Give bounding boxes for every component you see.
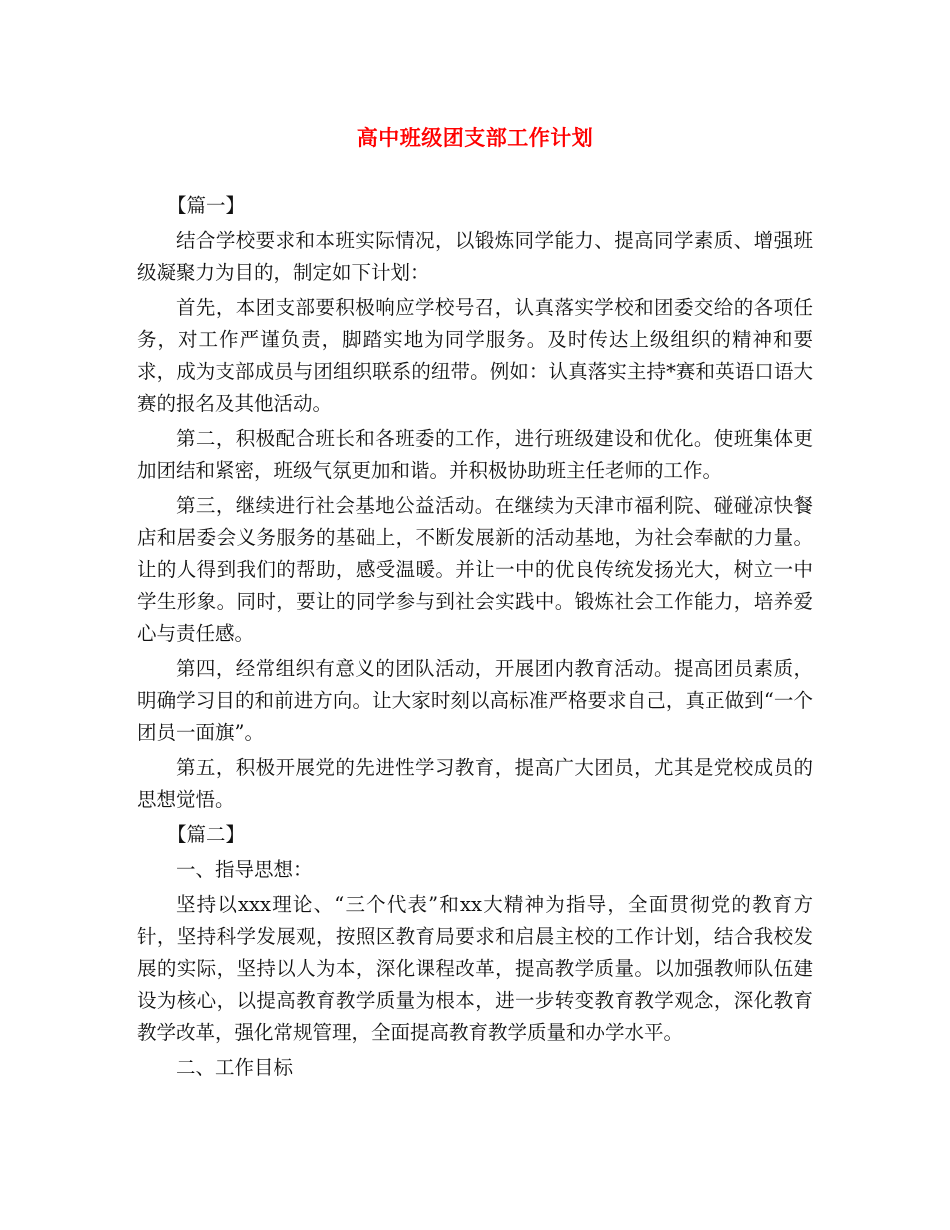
document-title: 高中班级团支部工作计划 bbox=[356, 125, 594, 150]
section-heading-2: 【篇二】 bbox=[167, 823, 246, 846]
subheading-work-goals: 二、工作目标 bbox=[176, 1056, 294, 1079]
section-heading-1: 【篇一】 bbox=[167, 194, 246, 217]
paragraph-second: 第二，积极配合班长和各班委的工作，进行班级建设和优化。使班集体更加团结和紧密，班级气氛更加和谐。并积极协助班主任老师的工作。 bbox=[137, 427, 813, 482]
paragraph-third: 第三，继续进行社会基地公益活动。在继续为天津市福利院、碰碰凉快餐店和居委会义务服务的基础上，不断发展新的活动基地，为社会奉献的力量。让的人得到我们的帮助，感受温暖。并让一中的优良传统发扬光大，树立一中学生形象。同时，要让的同学参与到社会实践中。锻炼社会工作能力，培养爱心与责任感。 bbox=[137, 494, 813, 645]
paragraph-first: 首先，本团支部要积极响应学校号召，认真落实学校和团委交给的各项任务，对工作严谨负责，脚踏实地为同学服务。及时传达上级组织的精神和要求，成为支部成员与团组织联系的纽带。例如：认真落实主持*赛和英语口语大赛的报名及其他活动。 bbox=[137, 296, 813, 415]
paragraph-fifth: 第五，积极开展党的先进性学习教育，提高广大团员，尤其是党校成员的思想觉悟。 bbox=[137, 756, 813, 811]
paragraph-intro: 结合学校要求和本班实际情况，以锻炼同学能力、提高同学素质、增强班级凝聚力为目的，制定如下计划： bbox=[137, 229, 813, 284]
paragraph-fourth: 第四，经常组织有意义的团队活动，开展团内教育活动。提高团员素质，明确学习目的和前进方向。让大家时刻以高标准严格要求自己，真正做到“一个团员一面旗”。 bbox=[137, 657, 813, 744]
subheading-guiding-thought: 一、指导思想： bbox=[176, 858, 313, 881]
document-body bbox=[137, 190, 813, 1087]
paragraph-guiding-thought: 坚持以xxx理论、“三个代表”和xx大精神为指导，全面贯彻党的教育方针，坚持科学发展观，按照区教育局要求和启晨主校的工作计划，结合我校发展的实际，坚持以人为本，深化课程改革，提高教学质量。以加强教师队伍建设为核心，以提高教育教学质量为根本，进一步转变教育教学观念，深化教育教学改革，强化常规管理，全面提高教育教学质量和办学水平。 bbox=[137, 893, 813, 1044]
